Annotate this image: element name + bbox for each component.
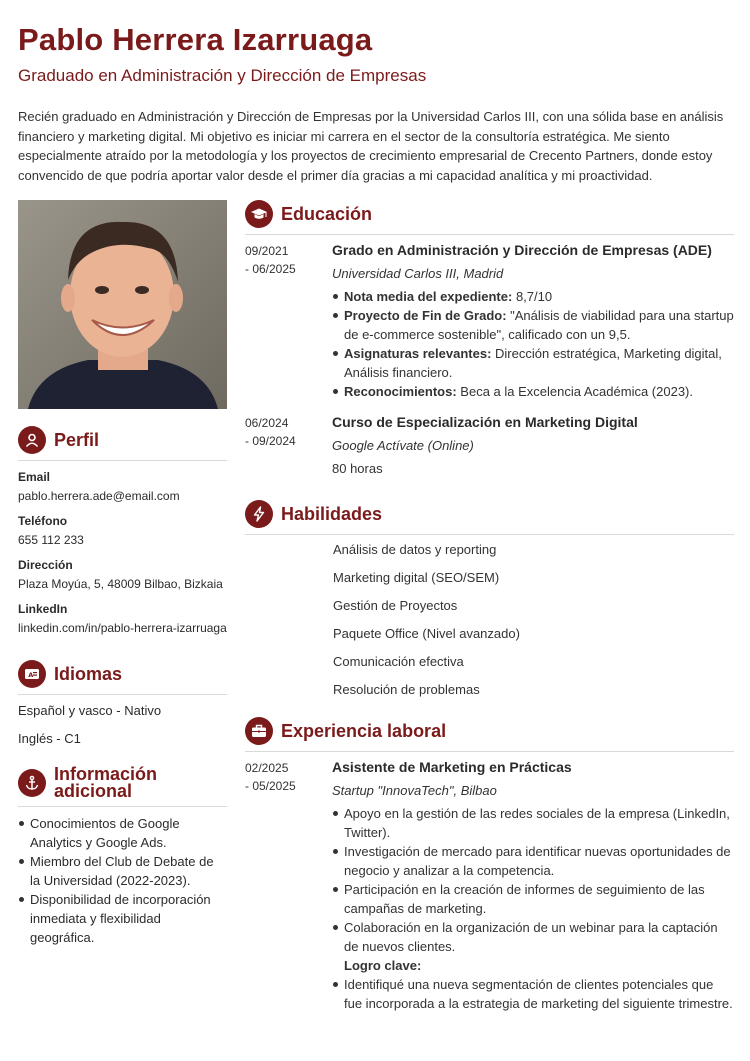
section-header-education [245,200,734,235]
section-title-education: Educación [281,204,373,224]
list-item: Disponibilidad de incorporación inmediata y flexibilidad geográfica. [18,890,227,947]
contact-email-block [18,470,227,503]
user-icon [18,426,46,454]
education-bullets [332,287,734,401]
professional-summary: Recién graduado en Administración y Dirección de Empresas por la Universidad Carlos III, con una sólida base en análisis financiero y marketing digital. Mi objetivo es iniciar mi carrera en el sector de la consultoría estratégica. Me siento especialmente atraído por la metodología y los proyectos de crecimiento empresarial de Crecento Partners, donde estoy convencido de que podría aportar valor desde el primer día gracias a mi capacidad analítica y mi proactividad. [18,109,724,183]
institution: Google Actívate (Online) [332,438,474,453]
section-header-profile [18,426,227,461]
job-title: Asistente de Marketing en Prácticas [332,759,572,775]
email-value[interactable]: pablo.herrera.ade@email.com [18,489,180,503]
achievement-label: Logro clave: [344,958,422,973]
course-hours: 80 horas [332,461,383,476]
additional-info-list [18,814,227,947]
section-header-experience [245,717,734,752]
address-label: Dirección [18,558,73,572]
experience-bullets [332,804,734,1013]
contact-phone-block [18,514,227,547]
list-item: Apoyo en la gestión de las redes sociales de la empresa (LinkedIn, Twitter). [332,804,734,842]
phone-value: 655 112 233 [18,533,84,547]
email-label: Email [18,470,51,484]
section-title-languages: Idiomas [54,664,123,684]
language-card-icon [18,660,46,688]
list-item: Nota media del expediente: 8,7/10 [332,287,734,306]
course-title: Curso de Especialización en Marketing Digital [332,414,638,430]
list-item: Asignaturas relevantes: Dirección estratégica, Marketing digital, Análisis financiero. [332,344,734,382]
degree-title: Grado en Administración y Dirección de Empresas (ADE) [332,242,712,258]
section-title-skills: Habilidades [281,504,383,524]
education-dates: 06/2024 - 09/2024 [245,416,296,448]
list-item: Identifiqué una nueva segmentación de clientes potenciales que fue incorporada a la estrategia de marketing del siguiente trimestre. [332,975,734,1013]
linkedin-value[interactable]: linkedin.com/in/pablo-herrera-izarruaga [18,621,227,635]
language-item: Español y vasco - Nativo [18,703,162,718]
list-item: Reconocimientos: Beca a la Excelencia Académica (2023). [332,382,734,401]
candidate-name: Pablo Herrera Izarruaga [18,22,373,57]
experience-entry [332,759,734,1013]
section-title-profile: Perfil [54,430,100,450]
list-item: Investigación de mercado para identificar nuevas oportunidades de negocio y analizar a la competencia. [332,842,734,880]
language-item: Inglés - C1 [18,731,81,746]
list-item: Miembro del Club de Debate de la Universidad (2022-2023). [18,852,227,890]
list-item: Colaboración en la organización de un webinar para la captación de nuevos clientes. [332,918,734,956]
section-title-additional: Información adicional [54,764,158,801]
section-header-additional [18,766,227,807]
skill-item: Resolución de problemas [333,682,480,697]
experience-dates: 02/2025 - 05/2025 [245,761,296,793]
section-header-languages [18,660,227,695]
list-item: Participación en la creación de informes de seguimiento de las campañas de marketing. [332,880,734,918]
contact-address-block [18,558,227,591]
education-dates: 09/2021 - 06/2025 [245,244,296,276]
list-item: Conocimientos de Google Analytics y Google Ads. [18,814,227,852]
contact-linkedin-block [18,602,227,635]
graduation-cap-icon [245,200,273,228]
skill-item: Comunicación efectiva [333,654,464,669]
list-item: Proyecto de Fin de Grado: "Análisis de viabilidad para una startup de e-commerce sostenible", calificado con un 9,5. [332,306,734,344]
lightning-bolt-icon [245,500,273,528]
profile-photo [18,200,227,409]
company: Startup "InnovaTech", Bilbao [332,783,497,798]
skill-item: Paquete Office (Nivel avanzado) [333,626,520,641]
skill-item: Marketing digital (SEO/SEM) [333,570,500,585]
briefcase-icon [245,717,273,745]
education-entry [332,242,734,401]
svg-text:A: A [28,671,34,679]
linkedin-label: LinkedIn [18,602,68,616]
candidate-headline: Graduado en Administración y Dirección de Empresas [18,66,427,85]
section-header-skills [245,500,734,535]
section-title-experience: Experiencia laboral [281,721,447,741]
institution: Universidad Carlos III, Madrid [332,266,504,281]
skill-item: Análisis de datos y reporting [333,542,497,557]
skill-item: Gestión de Proyectos [333,598,458,613]
anchor-icon [18,769,46,797]
phone-label: Teléfono [18,514,68,528]
education-entry [332,414,734,476]
address-value: Plaza Moyúa, 5, 48009 Bilbao, Bizkaia [18,577,223,591]
